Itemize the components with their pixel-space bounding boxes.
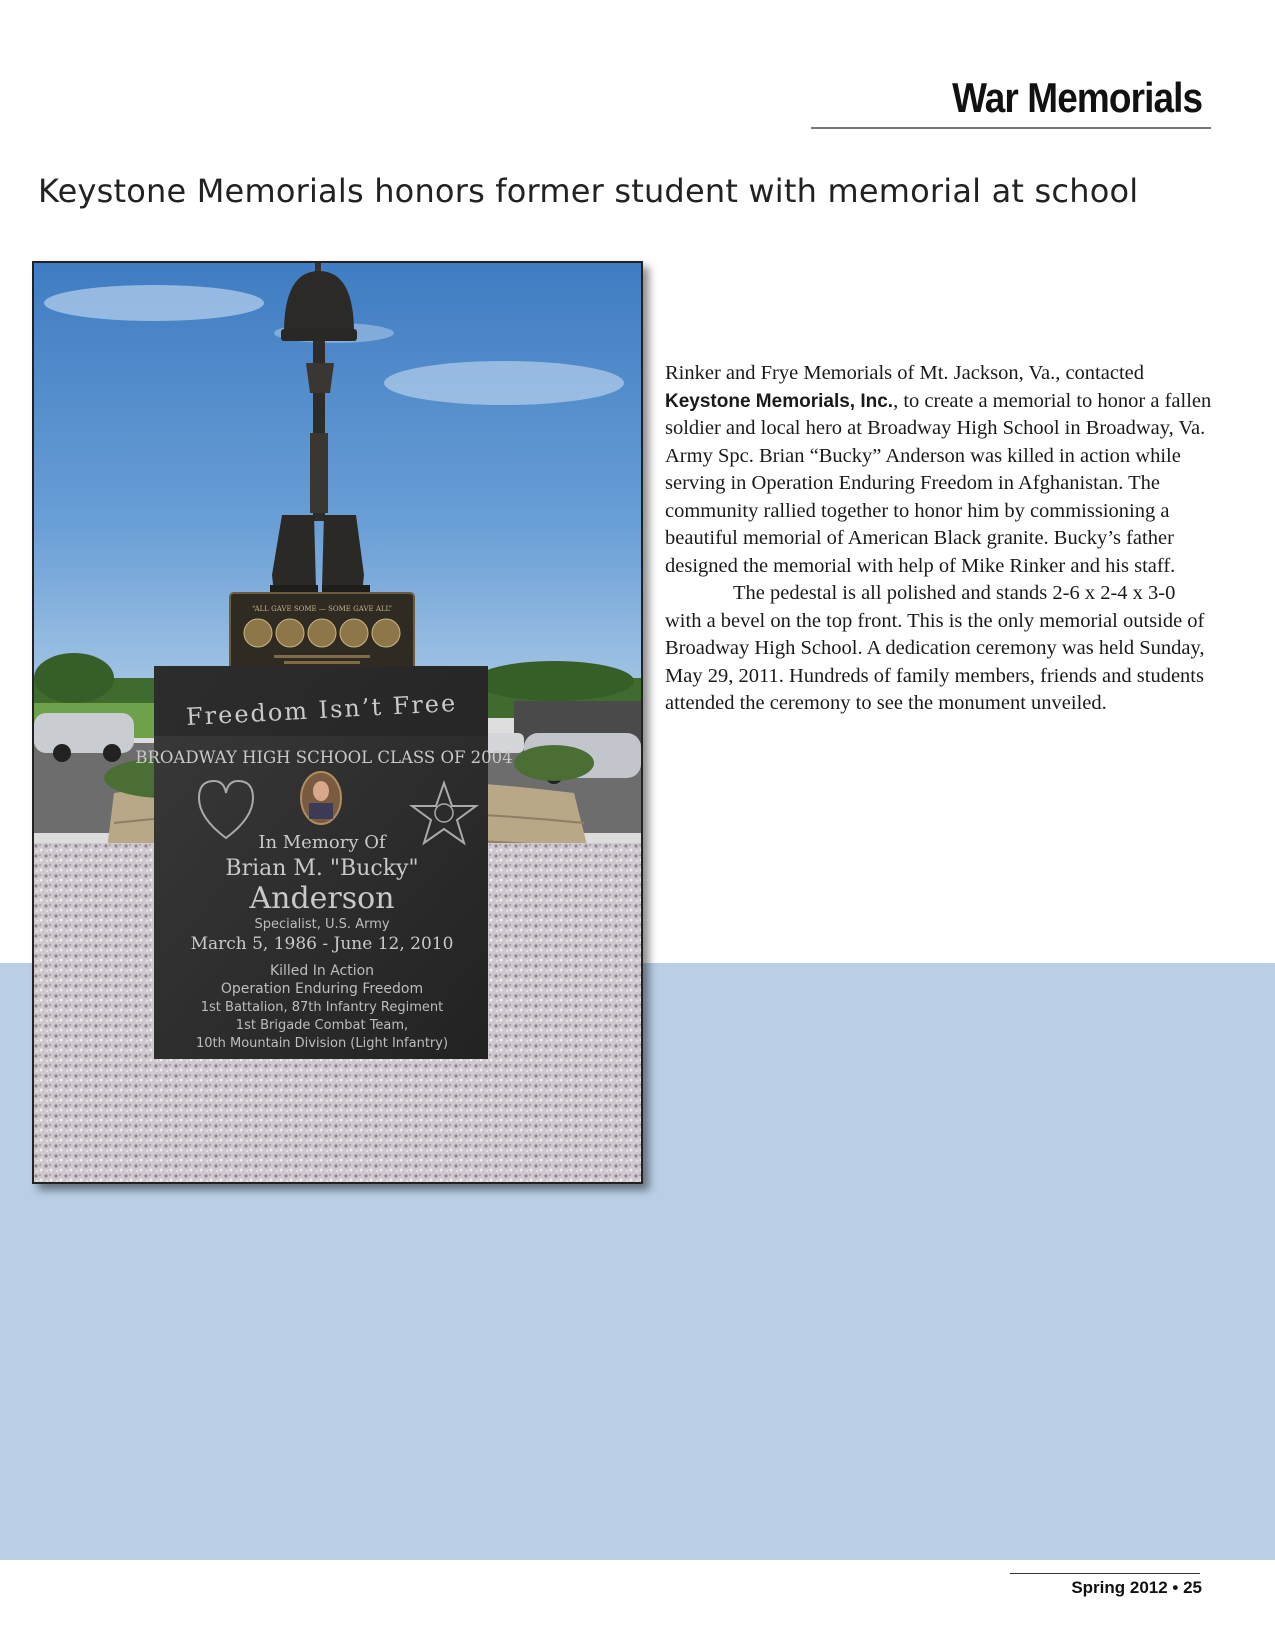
name-text: Brian M. "Bucky" (225, 856, 419, 881)
page-footer: Spring 2012 • 25 (1071, 1578, 1202, 1597)
paragraph-1 (665, 360, 1215, 580)
operation-text: Operation Enduring Freedom (220, 981, 424, 997)
plaque-text: “ALL GAVE SOME — SOME GAVE ALL” (251, 605, 393, 613)
section-title: War Memorials (951, 74, 1202, 121)
company-name: Keystone Memorials, Inc. (665, 390, 894, 412)
article-headline: Keystone Memorials honors former student with memorial at school (38, 172, 1139, 210)
rank-text: Specialist, U.S. Army (254, 917, 390, 932)
division-text: 10th Mountain Division (Light Infantry) (195, 1036, 449, 1051)
footer-rule (1010, 1573, 1200, 1574)
class-text: BROADWAY HIGH SCHOOL CLASS OF 2004 (135, 748, 513, 767)
kia-text: Killed In Action (269, 963, 375, 979)
paragraph-2: The pedestal is all polished and stands 2-6 x 2-4 x 3-0 with a bevel on the top front. This is the only memorial outside of Broadway High School. A dedication ceremony was held Sunday, May 29, 2011. Hundreds of family members, friends and students attended the ceremony to see the monument unveiled. (665, 582, 1205, 714)
surname-text: Anderson (249, 881, 395, 916)
brigade-text: 1st Brigade Combat Team, (235, 1018, 409, 1033)
arch-text: Freedom Isn’t Free (185, 688, 458, 732)
dates-text: March 5, 1986 - June 12, 2010 (190, 934, 454, 954)
p1-rest: , to create a memorial to honor a fallen soldier and local hero at Broadway High School in Broadway, Va. Army Spc. Brian “Bucky” Anderson was killed in action while serving in Operation Enduring Freedom in Afghanistan. The community rallied together to honor him by commissioning a beautiful memorial of American Black granite. Bucky’s father designed the memorial with help of Mike Rinker and his staff. (665, 389, 1212, 577)
memorial-photo (32, 261, 643, 1184)
battalion-text: 1st Battalion, 87th Infantry Regiment (200, 1000, 444, 1015)
p1-lead: Rinker and Frye Memorials of Mt. Jackson, Va., contacted (665, 362, 1144, 384)
memory-text: In Memory Of (258, 832, 386, 853)
title-rule (811, 127, 1211, 129)
article-body (665, 360, 1215, 718)
